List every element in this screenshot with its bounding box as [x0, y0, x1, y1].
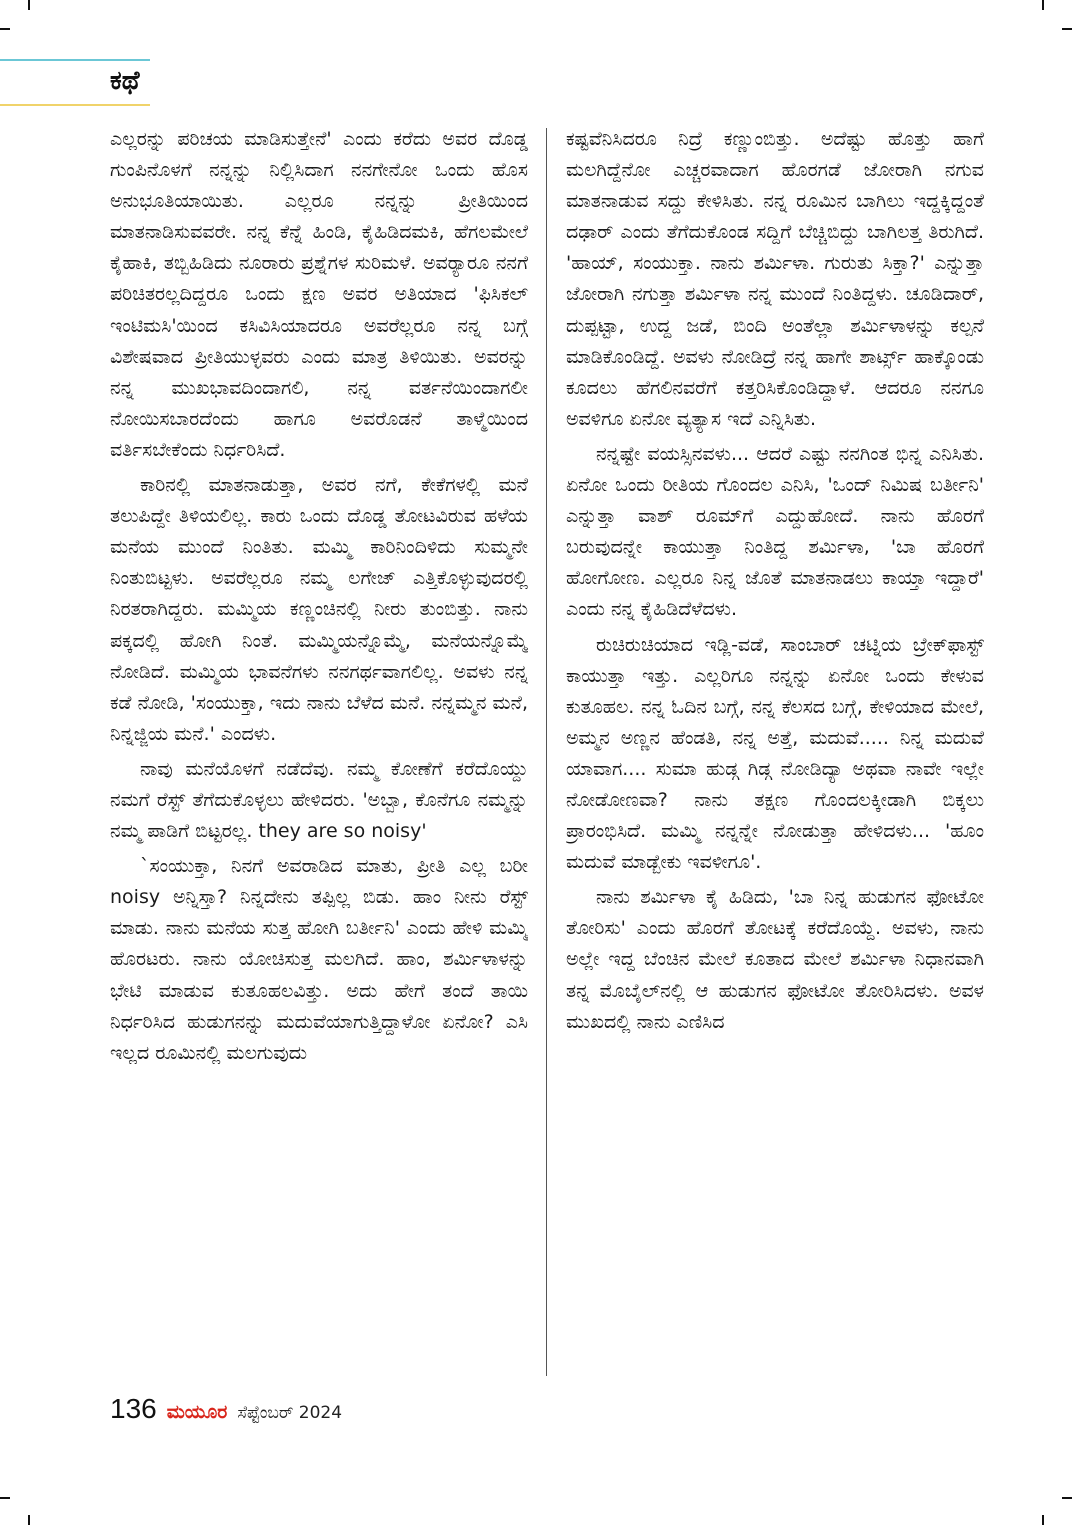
magazine-logo: ಮಯೂರ	[166, 1401, 228, 1423]
paragraph: ನಾನು ಶರ್ಮಿಳಾ ಕೈ ಹಿಡಿದು, 'ಬಾ ನಿನ್ನ ಹುಡುಗನ ಫೋಟೋ ತೋರಿಸು' ಎಂದು ಹೊರಗೆ ತೋಟಕ್ಕೆ ಕರೆದೊಯ್ದೆ. ಅವಳು, ನಾನು ಅಲ್ಲೇ ಇದ್ದ ಬೆಂಚಿನ ಮೇಲೆ ಕೂತಾದ ಮೇಲೆ ಶರ್ಮಿಳಾ ನಿಧಾನವಾಗಿ ತನ್ನ ಮೊಬೈಲ್‌ನಲ್ಲಿ ಆ ಹುಡುಗನ ಫೋಟೋ ತೋರಿಸಿದಳು. ಅವಳ ಮುಖದಲ್ಲಿ ನಾನು ಎಣಿಸಿದ	[566, 886, 984, 1033]
paragraph: ರುಚಿರುಚಿಯಾದ ಇಡ್ಲಿ-ವಡೆ, ಸಾಂಬಾರ್ ಚಟ್ನಿಯ ಬ್ರೇಕ್‌ಫಾಸ್ಟ್ ಕಾಯುತ್ತಾ ಇತ್ತು. ಎಲ್ಲರಿಗೂ ನನ್ನನ್ನು ಏನೋ ಒಂದು ಕೇಳುವ ಕುತೂಹಲ. ನನ್ನ ಓದಿನ ಬಗ್ಗೆ, ನನ್ನ ಕೆಲಸದ ಬಗ್ಗೆ, ಕೇಳಿಯಾದ ಮೇಲೆ, ಅಮ್ಮನ ಅಣ್ಣನ ಹೆಂಡತಿ, ನನ್ನ ಅತ್ತೆ, ಮದುವೆ..... ನಿನ್ನ ಮದುವೆ ಯಾವಾಗ.... ಸುಮಾ ಹುಡ್ಗ ಗಿಡ್ಗ ನೋಡಿದ್ಯಾ ಅಥವಾ ನಾವೇ ಇಲ್ಲೇ ನೋಡೋಣವಾ? ನಾನು ತಕ್ಷಣ ಗೊಂದಲಕ್ಕೀಡಾಗಿ ಬಿಕ್ಕಲು ಪ್ರಾರಂಭಿಸಿದೆ. ಮಮ್ಮಿ ನನ್ನನ್ನೇ ನೋಡುತ್ತಾ ಹೇಳಿದಳು... 'ಹೂಂ ಮದುವೆ ಮಾಡ್ಬೇಕು ಇವಳೀಗೂ'.	[566, 633, 984, 874]
paragraph: ಎಲ್ಲರನ್ನು ಪರಿಚಯ ಮಾಡಿಸುತ್ತೇನೆ' ಎಂದು ಕರೆದು ಅವರ ದೊಡ್ಡ ಗುಂಪಿನೊಳಗೆ ನನ್ನನ್ನು ನಿಲ್ಲಿಸಿದಾಗ ನನಗೇನೋ ಒಂದು ಹೊಸ ಅನುಭೂತಿಯಾಯಿತು. ಎಲ್ಲರೂ ನನ್ನನ್ನು ಪ್ರೀತಿಯಿಂದ ಮಾತನಾಡಿಸುವವರೇ. ನನ್ನ ಕೆನ್ನೆ ಹಿಂಡಿ, ಕೈಹಿಡಿದಮಕಿ, ಹೆಗಲಮೇಲೆ ಕೈಹಾಕಿ, ತಬ್ಬಿಹಿಡಿದು ನೂರಾರು ಪ್ರಶ್ನೆಗಳ ಸುರಿಮಳೆ. ಅವರ್‍ಯಾರೂ ನನಗೆ ಪರಿಚಿತರಲ್ಲದಿದ್ದರೂ ಒಂದು ಕ್ಷಣ ಅವರ ಅತಿಯಾದ 'ಫಿಸಿಕಲ್ ಇಂಟಿಮಸಿ'ಯಿಂದ ಕಸಿವಿಸಿಯಾದರೂ ಅವರೆಲ್ಲರೂ ನನ್ನ ಬಗ್ಗೆ ವಿಶೇಷವಾದ ಪ್ರೀತಿಯುಳ್ಳವರು ಎಂದು ಮಾತ್ರ ತಿಳಿಯಿತು. ಅವರನ್ನು ನನ್ನ ಮುಖಭಾವದಿಂದಾಗಲಿ, ನನ್ನ ವರ್ತನೆಯಿಂದಾಗಲೀ ನೋಯಿಸಬಾರದೆಂದು ಹಾಗೂ ಅವರೊಡನೆ ತಾಳ್ಮೆಯಿಂದ ವರ್ತಿಸಬೇಕೆಂದು ನಿರ್ಧರಿಸಿದೆ.	[110, 128, 528, 461]
issue-date: ಸೆಪ್ಟೆಂಬರ್ 2024	[237, 1403, 343, 1423]
section-title: ಕಥೆ	[110, 66, 140, 96]
crop-mark	[1042, 0, 1044, 10]
paragraph: ನಾವು ಮನೆಯೊಳಗೆ ನಡೆದೆವು. ನಮ್ಮ ಕೋಣೆಗೆ ಕರೆದೊಯ್ದು ನಮಗೆ ರೆಸ್ಟ್ ತೆಗೆದುಕೊಳ್ಳಲು ಹೇಳಿದರು. 'ಅಬ್ಬಾ, ಕೊನೆಗೂ ನಮ್ಮನ್ನು ನಮ್ಮ ಪಾಡಿಗೆ ಬಿಟ್ಟರಲ್ಲ. they are so noisy'	[110, 757, 528, 843]
paragraph: ಕಷ್ಟವೆನಿಸಿದರೂ ನಿದ್ರೆ ಕಣ್ಣುಂಬಿತ್ತು. ಅದೆಷ್ಟು ಹೊತ್ತು ಹಾಗೆ ಮಲಗಿದ್ದೆನೋ ಎಚ್ಚರವಾದಾಗ ಹೊರಗಡೆ ಜೋರಾಗಿ ನಗುವ ಮಾತನಾಡುವ ಸದ್ದು ಕೇಳಿಸಿತು. ನನ್ನ ರೂಮಿನ ಬಾಗಿಲು ಇದ್ದಕ್ಕಿದ್ದಂತೆ ದಢಾರ್ ಎಂದು ತೆಗೆದುಕೊಂಡ ಸದ್ದಿಗೆ ಬೆಚ್ಚಿಬಿದ್ದು ಬಾಗಿಲತ್ತ ತಿರುಗಿದೆ. 'ಹಾಯ್, ಸಂಯುಕ್ತಾ. ನಾನು ಶರ್ಮಿಳಾ. ಗುರುತು ಸಿಕ್ತಾ?' ಎನ್ನುತ್ತಾ ಜೋರಾಗಿ ನಗುತ್ತಾ ಶರ್ಮಿಳಾ ನನ್ನ ಮುಂದೆ ನಿಂತಿದ್ದಳು. ಚೂಡಿದಾರ್, ದುಪ್ಪಟ್ಟಾ, ಉದ್ದ ಜಡೆ, ಬಿಂದಿ ಅಂತೆಲ್ಲಾ ಶರ್ಮಿಳಾಳನ್ನು ಕಲ್ಪನೆ ಮಾಡಿಕೊಂಡಿದ್ದೆ. ಅವಳು ನೋಡಿದ್ರೆ ನನ್ನ ಹಾಗೇ ಶಾರ್ಟ್ಸ್ ಹಾಕ್ಕೊಂಡು ಕೂದಲು ಹೆಗಲಿನವರೆಗೆ ಕತ್ತರಿಸಿಕೊಂಡಿದ್ದಾಳೆ. ಆದರೂ ನನಗೂ ಅವಳಿಗೂ ಏನೋ ವ್ಯತ್ಯಾಸ ಇದೆ ಎನ್ನಿಸಿತು.	[566, 128, 984, 430]
text-column-right	[566, 124, 984, 1372]
crop-mark	[0, 28, 10, 30]
paragraph: ನನ್ನಷ್ಟೇ ವಯಸ್ಸಿನವಳು... ಆದರೆ ಎಷ್ಟು ನನಗಿಂತ ಭಿನ್ನ ಎನಿಸಿತು. ಏನೋ ಒಂದು ರೀತಿಯ ಗೊಂದಲ ಎನಿಸಿ, 'ಒಂದ್ ನಿಮಿಷ ಬರ್ತೀನಿ' ಎನ್ನುತ್ತಾ ವಾಶ್ ರೂಮ್‌ಗೆ ಎದ್ದುಹೋದೆ. ನಾನು ಹೊರಗೆ ಬರುವುದನ್ನೇ ಕಾಯುತ್ತಾ ನಿಂತಿದ್ದ ಶರ್ಮಿಳಾ, 'ಬಾ ಹೊರಗೆ ಹೋಗೋಣ. ಎಲ್ಲರೂ ನಿನ್ನ ಜೊತೆ ಮಾತನಾಡಲು ಕಾಯ್ತಾ ಇದ್ದಾರೆ' ಎಂದು ನನ್ನ ಕೈಹಿಡಿದೆಳೆದಳು.	[566, 442, 984, 621]
crop-mark	[0, 1497, 10, 1499]
page-number: 136	[110, 1393, 157, 1424]
crop-mark	[28, 0, 30, 10]
paragraph: `ಸಂಯುಕ್ತಾ, ನಿನಗೆ ಅವರಾಡಿದ ಮಾತು, ಪ್ರೀತಿ ಎಲ್ಲ ಬರೀ noisy ಅನ್ನಿಸ್ತಾ? ನಿನ್ನದೇನು ತಪ್ಪಿಲ್ಲ ಬಿಡು. ಹಾಂ ನೀನು ರೆಸ್ಟ್ ಮಾಡು. ನಾನು ಮನೆಯ ಸುತ್ತ ಹೋಗಿ ಬರ್ತೀನಿ' ಎಂದು ಹೇಳಿ ಮಮ್ಮಿ ಹೊರಟರು. ನಾನು ಯೋಚಿಸುತ್ತ ಮಲಗಿದೆ. ಹಾಂ, ಶರ್ಮಿಳಾಳನ್ನು ಭೇಟಿ ಮಾಡುವ ಕುತೂಹಲವಿತ್ತು. ಅದು ಹೇಗೆ ತಂದೆ ತಾಯಿ ನಿರ್ಧರಿಸಿದ ಹುಡುಗನನ್ನು ಮದುವೆಯಾಗುತ್ತಿದ್ದಾಳೋ ಏನೋ? ಎಸಿ ಇಲ್ಲದ ರೂಮಿನಲ್ಲಿ ಮಲಗುವುದು	[110, 855, 528, 1064]
text-column-left	[110, 124, 528, 1372]
crop-mark	[1062, 28, 1072, 30]
page-footer	[110, 1393, 342, 1425]
accent-rule-bottom	[0, 104, 150, 106]
crop-mark	[28, 1515, 30, 1525]
crop-mark	[1062, 1497, 1072, 1499]
paragraph: ಕಾರಿನಲ್ಲಿ ಮಾತನಾಡುತ್ತಾ, ಅವರ ನಗೆ, ಕೇಕೆಗಳಲ್ಲಿ ಮನೆ ತಲುಪಿದ್ದೇ ತಿಳಿಯಲಿಲ್ಲ. ಕಾರು ಒಂದು ದೊಡ್ಡ ತೋಟವಿರುವ ಹಳೆಯ ಮನೆಯ ಮುಂದೆ ನಿಂತಿತು. ಮಮ್ಮಿ ಕಾರಿನಿಂದಿಳಿದು ಸುಮ್ಮನೇ ನಿಂತುಬಿಟ್ಟಳು. ಅವರೆಲ್ಲರೂ ನಮ್ಮ ಲಗೇಜ್ ಎತ್ತಿಕೊಳ್ಳುವುದರಲ್ಲಿ ನಿರತರಾಗಿದ್ದರು. ಮಮ್ಮಿಯ ಕಣ್ಣಂಚಿನಲ್ಲಿ ನೀರು ತುಂಬಿತ್ತು. ನಾನು ಪಕ್ಕದಲ್ಲಿ ಹೋಗಿ ನಿಂತೆ. ಮಮ್ಮಿಯನ್ನೊಮ್ಮೆ, ಮನೆಯನ್ನೊಮ್ಮೆ ನೋಡಿದೆ. ಮಮ್ಮಿಯ ಭಾವನೆಗಳು ನನಗರ್ಥವಾಗಲಿಲ್ಲ. ಅವಳು ನನ್ನ ಕಡೆ ನೋಡಿ, 'ಸಂಯುಕ್ತಾ, ಇದು ನಾನು ಬೆಳೆದ ಮನೆ. ನನ್ನಮ್ಮನ ಮನೆ, ನಿನ್ನಜ್ಜಿಯ ಮನೆ.' ಎಂದಳು.	[110, 474, 528, 745]
accent-rule-top	[0, 59, 150, 61]
crop-mark	[1042, 1515, 1044, 1525]
column-divider	[546, 128, 547, 1376]
